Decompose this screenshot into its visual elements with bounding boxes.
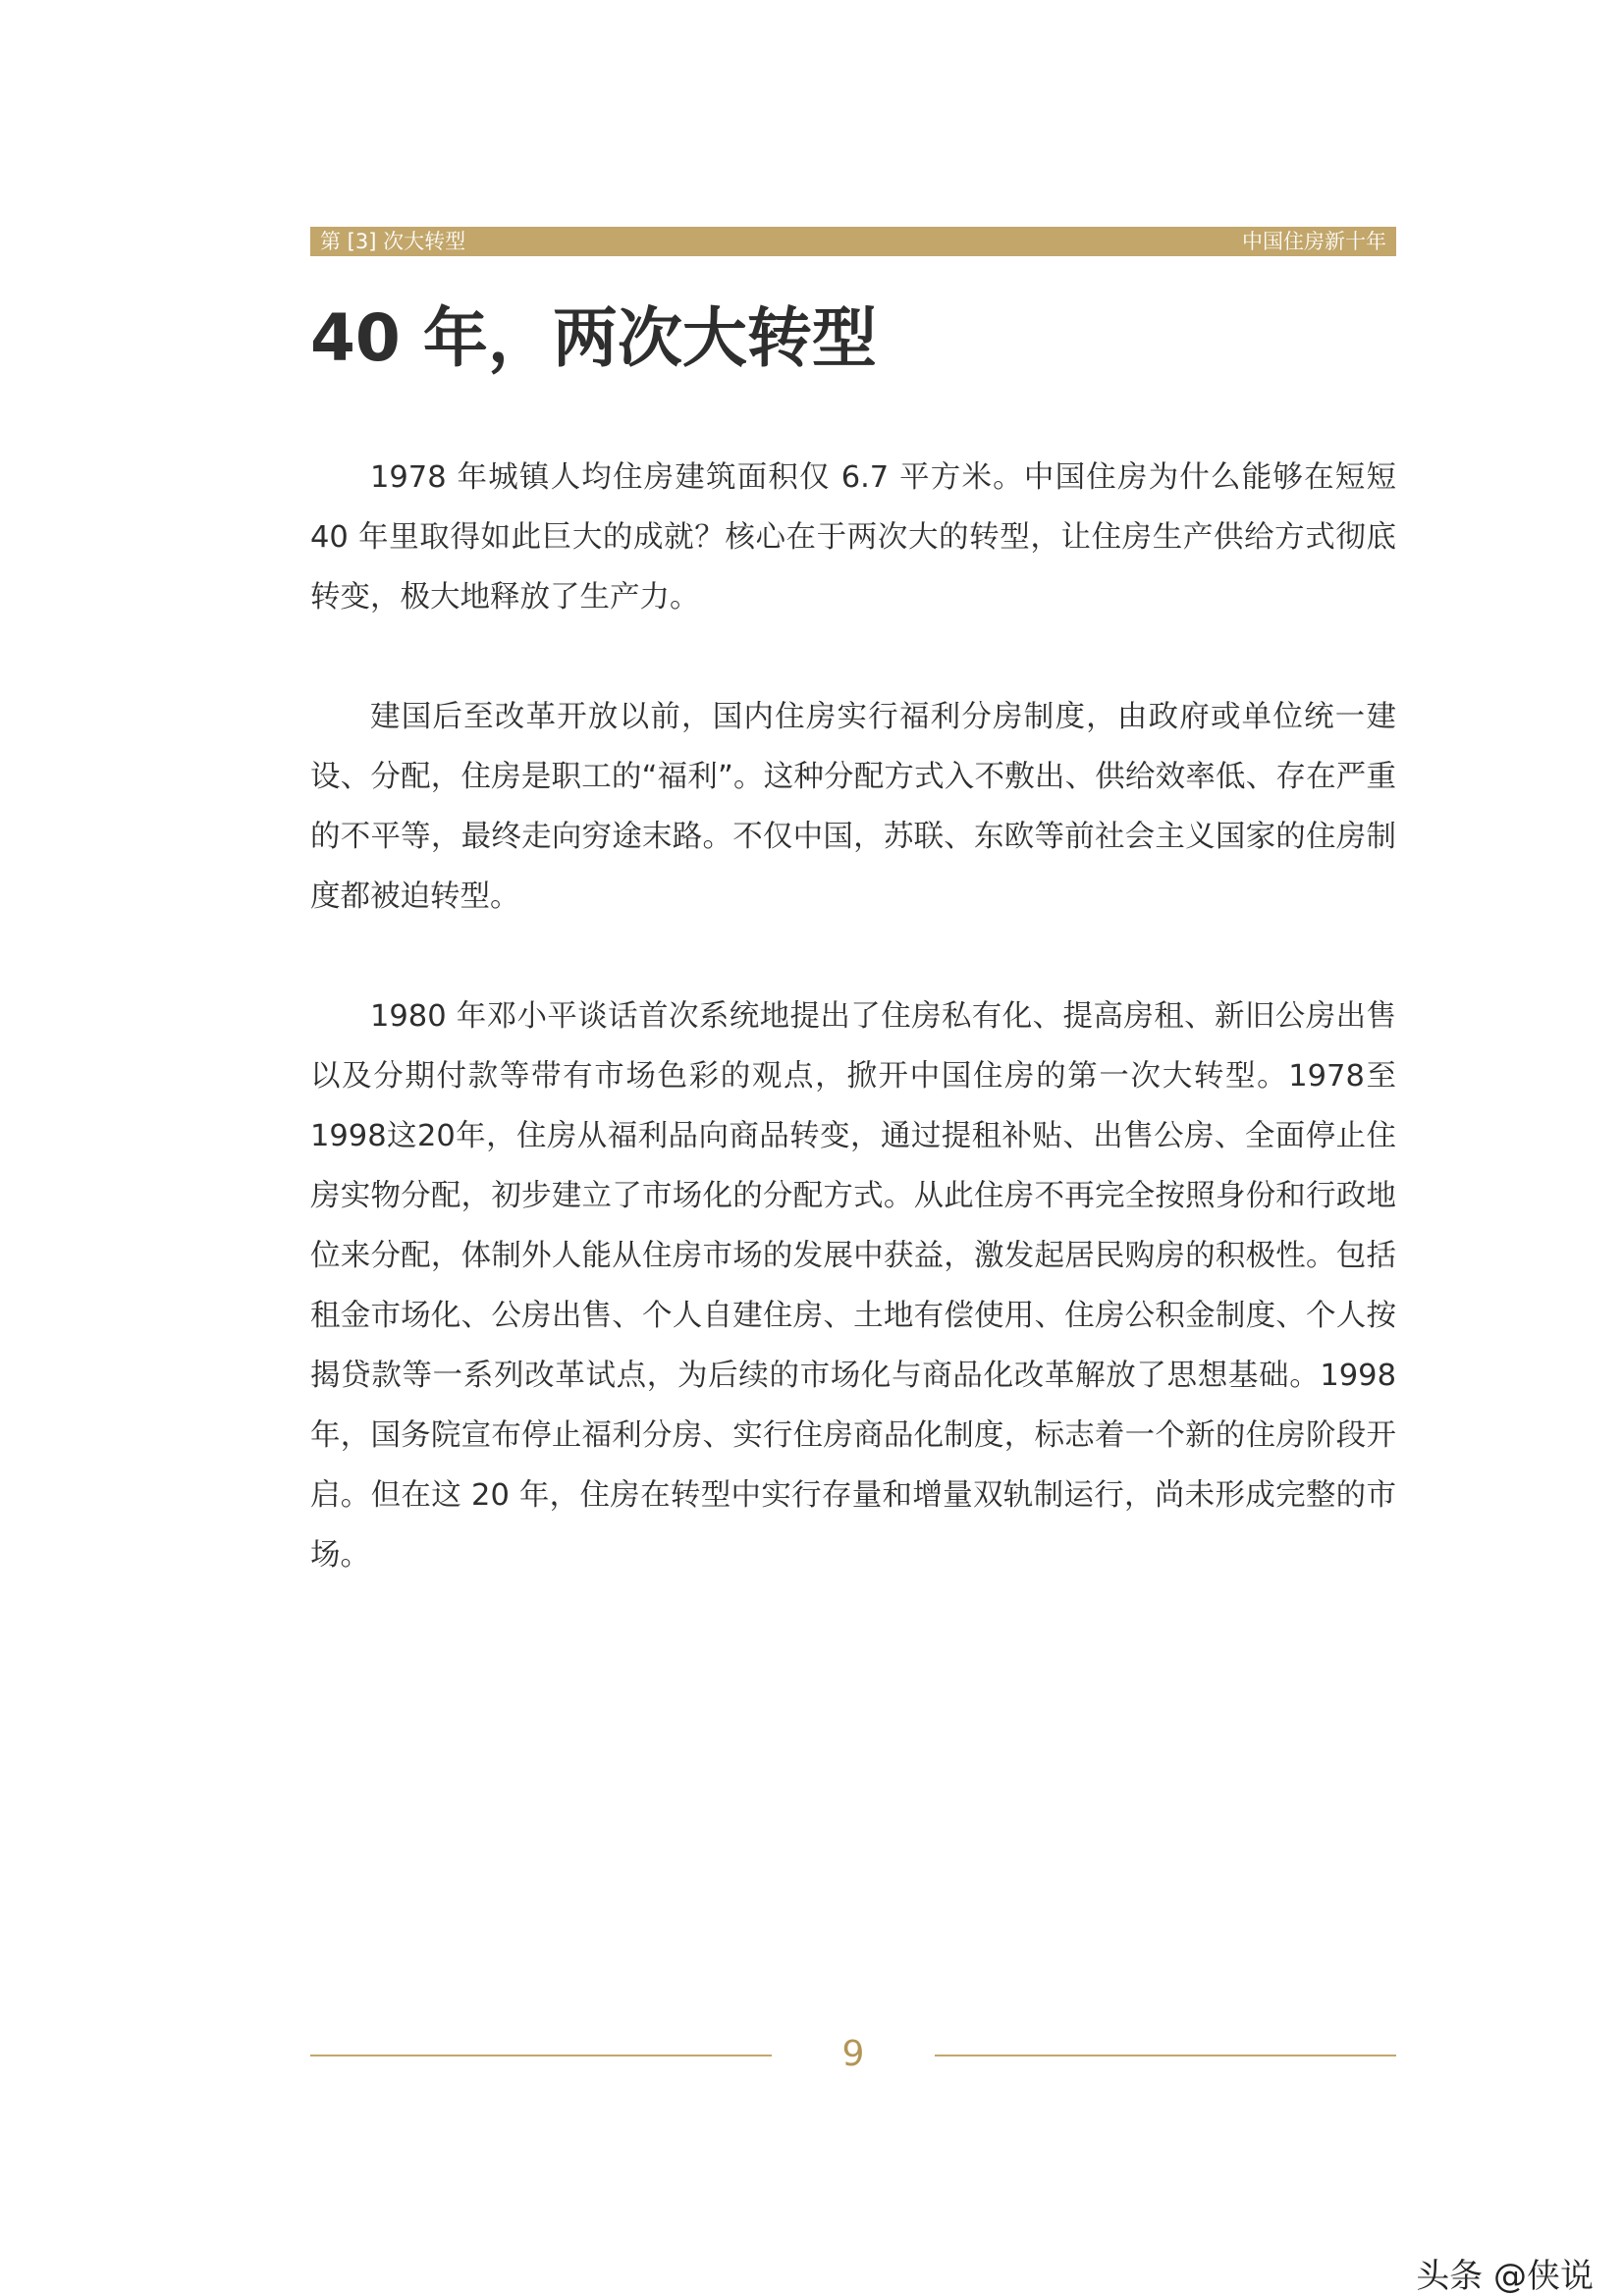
page-title: 40 年，两次大转型 — [310, 300, 877, 376]
page-number: 9 — [841, 2034, 865, 2074]
chapter-label: 第 [3] 次大转型 — [320, 230, 466, 253]
source-watermark: 头条 @侠说 — [1416, 2257, 1594, 2296]
running-header — [310, 227, 1396, 256]
paragraph-1: 1978 年城镇人均住房建筑面积仅 6.7 平方米。中国住房为什么能够在短短 40 年里取得如此巨大的成就？核心在于两次大的转型，让住房生产供给方式彻底转变，极大地释放了生产力。 — [310, 460, 1396, 614]
footer-rule-left — [310, 2055, 772, 2056]
paragraph-3: 1980 年邓小平谈话首次系统地提出了住房私有化、提高房租、新旧公房出售以及分期付款等带有市场色彩的观点，掀开中国住房的第一次大转型。1978至1998这20年，住房从福利品向商品转变，通过提租补贴、出售公房、全面停止住房实物分配，初步建立了市场化的分配方式。从此住房不再完全按照身份和行政地位来分配，体制外人能从住房市场的发展中获益，激发起居民购房的积极性。包括租金市场化、公房出售、个人自建住房、土地有偿使用、住房公积金制度、个人按揭贷款等一系列改革试点，为后续的市场化与商品化改革解放了思想基础。1998 年，国务院宣布停止福利分房、实行住房商品化制度，标志着一个新的住房阶段开启。但在这 20 年，住房在转型中实行存量和增量双轨制运行，尚未形成完整的市场。 — [310, 999, 1396, 1573]
paragraph-2: 建国后至改革开放以前，国内住房实行福利分房制度，由政府或单位统一建设、分配，住房是职工的“福利”。这种分配方式入不敷出、供给效率低、存在严重的不平等，最终走向穷途末路。不仅中国，苏联、东欧等前社会主义国家的住房制度都被迫转型。 — [310, 700, 1396, 914]
book-title: 中国住房新十年 — [1242, 230, 1386, 253]
article-body — [310, 448, 1396, 1645]
footer-rule-right — [935, 2055, 1396, 2056]
